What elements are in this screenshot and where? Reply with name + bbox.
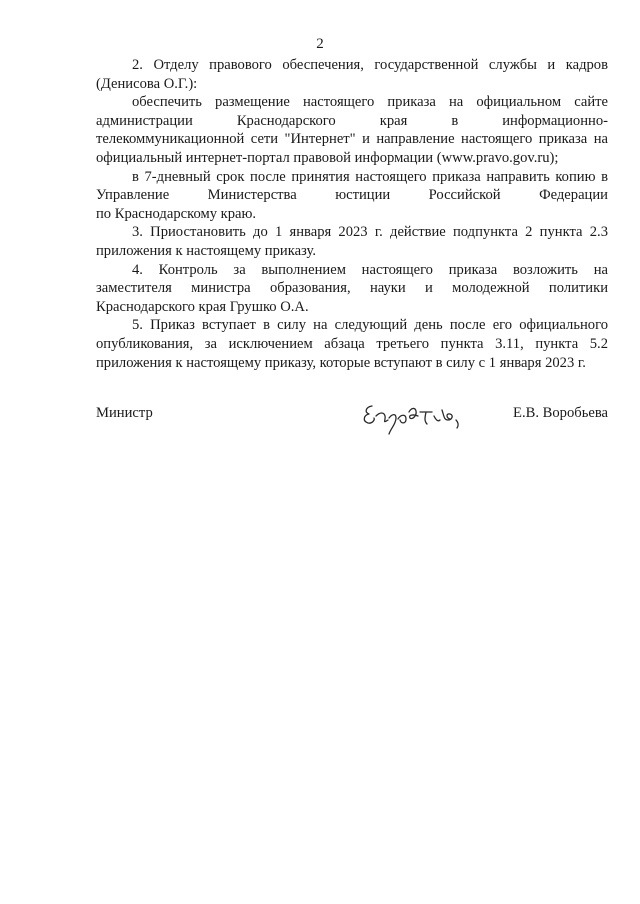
paragraph-line: приложения к настоящему приказу, которые вступают в силу с 1 января 2023 г. <box>96 354 586 371</box>
paragraph-line: 4. Контроль за выполнением настоящего приказа возложить на <box>132 261 608 278</box>
paragraph-line: по Краснодарскому краю. <box>96 205 257 222</box>
signer-title: Министр <box>96 405 153 421</box>
paragraph-line: опубликования, за исключением абзаца третьего пункта 3.11, пункта 5.2 <box>96 335 608 352</box>
paragraph-line: администрации Краснодарского края в информационно- <box>96 112 608 129</box>
paragraph-line: приложения к настоящему приказу. <box>96 242 317 259</box>
handwritten-signature <box>358 398 470 438</box>
paragraph-line: Управление Министерства юстиции Российской Федерации <box>96 187 608 204</box>
order-body <box>96 56 608 372</box>
paragraph-line: обеспечить размещение настоящего приказа на официальном сайте <box>132 94 608 111</box>
paragraph-line: 5. Приказ вступает в силу на следующий день после его официального <box>132 317 608 334</box>
signature-block <box>96 398 608 438</box>
page-number: 2 <box>316 36 324 52</box>
paragraph-line: официальный интернет-портал правовой информации (www.pravo.gov.ru); <box>96 149 559 166</box>
paragraph-line: 3. Приостановить до 1 января 2023 г. действие подпункта 2 пункта 2.3 <box>132 224 608 241</box>
paragraph-line: в 7-дневный срок после принятия настоящего приказа направить копию в <box>132 168 608 185</box>
paragraph-line: Краснодарского края Грушко О.А. <box>96 298 309 315</box>
paragraph-line: заместителя министра образования, науки и молодежной политики <box>96 280 608 297</box>
paragraph-line: 2. Отделу правового обеспечения, государственной службы и кадров <box>132 57 608 73</box>
paragraph-line: телекоммуникационной сети "Интернет" и направление настоящего приказа на <box>96 131 608 148</box>
paragraph-line: (Денисова О.Г.): <box>96 75 198 92</box>
signer-name: Е.В. Воробьева <box>513 405 608 421</box>
